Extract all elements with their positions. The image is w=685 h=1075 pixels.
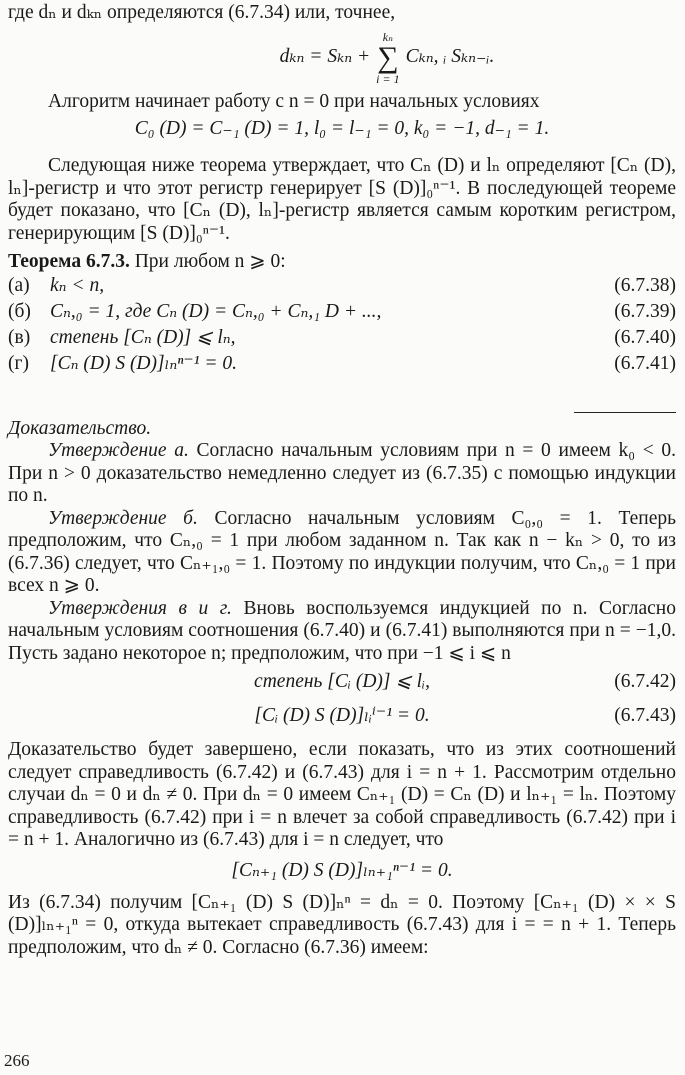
claim-b-text: Согласно начальным условиям C₀,₀ = 1. Теперь предположим, что Cₙ,₀ = 1 при любом заданном n. Так как n − kₙ > 0, то из (6.7.36) следует, что Cₙ₊₁,₀ = 1. Поэтому по индукции получим, что Cₙ,₀ = 1 при всех n ⩾ 0. [8,507,677,596]
equation-number: (6.7.42) [614,670,676,692]
equation-number: (6.7.39) [614,301,676,323]
claim-a [8,440,676,508]
init-conditions [8,113,676,145]
init-conditions-text: C₀ (D) = C₋₁ (D) = 1, l₀ = l₋₁ = 0, k₀ = −1, d₋₁ = 1. [134,117,550,139]
equation-number: (6.7.38) [614,275,676,297]
theorem-item-b [8,300,676,326]
page-number: 266 [4,1051,30,1070]
para-proof-complete: Доказательство будет завершено, если показать, что из этих соотношений следует справедливость (6.7.42) и (6.7.43) для i = n + 1. Рассмотрим отдельно случаи dₙ = 0 и dₙ ≠ 0. При dₙ = 0 имеем Cₙ₊₁ (D) = Cₙ (D) и lₙ₊₁ = lₙ. Поэтому справедливость (6.7.42) при i = n влечет за собой справедливость (6.7.42) при i = n + 1. Аналогично из (6.7.43) для i = n следует, что [8,739,676,850]
theorem-item-label: (а) [8,275,30,297]
theorem-item-text: kₙ < n, [50,275,105,297]
theorem-item-text: [Cₙ (D) S (D)]ₗₙⁿ⁻¹ = 0. [50,353,238,375]
claim-a-label: Утверждение а. [48,440,189,461]
claim-b [8,508,676,598]
theorem-item-label: (в) [8,327,31,349]
summation-symbol: kₙ ∑ i = 1 [376,29,400,86]
claim-vg-label: Утверждения в и г. [48,597,232,619]
theorem-heading [8,251,676,274]
equation-number: (6.7.41) [614,353,676,375]
equation-number: (6.7.40) [614,327,676,349]
claim-b-label: Утверждение б. [48,507,198,529]
theorem-item-label: (б) [8,301,31,323]
theorem-item-text: степень [Cₙ (D)] ⩽ lₙ, [50,327,236,349]
sum-lower-limit: i = 1 [376,71,400,86]
header-line: где dₙ и dₖₙ определяются (6.7.34) или, точнее, [8,2,396,23]
claim-a-text: Согласно начальным условиям при n = 0 имеем k₀ < 0. При n > 0 доказательство немедленно следует из (6.7.35) с помощью индукции по n. [8,440,676,506]
theorem-item-g [8,352,676,378]
claim-vg-text: Вновь воспользуемся индукцией по n. Согласно начальным условиям соотношения (6.7.40) и (6.7.41) выполняются при n = −1,0. Пусть задано некоторое n; предположим, что при −1 ⩽ i ⩽ n [8,597,676,664]
para-last: Из (6.7.34) получим [Cₙ₊₁ (D) S (D)]ₙⁿ = dₙ = 0. Поэтому [Cₙ₊₁ (D) × × S (D)]ₗₙ₊₁ⁿ = 0, откуда вытекает справедливость (6.7.43) для i = = n + 1. Теперь предположим, что dₙ ≠ 0. Согласно (6.7.36) имеем: [8,891,676,958]
formula-dkn-rhs: Cₖₙ, ᵢ Sₖₙ₋ᵢ. [405,46,495,68]
equation-cn1 [8,852,676,892]
theorem-items [8,274,676,378]
formula-dkn-lhs: dₖₙ = Sₖₙ + [279,46,371,68]
sum-upper-limit: kₙ [382,29,393,44]
proof-title: Доказательство. [8,417,152,439]
equation-text: [Cₙ₊₁ (D) S (D)]ₗₙ₊₁ⁿ⁻¹ = 0. [231,860,453,882]
para-algorithm: Алгоритм начинает работу с n = 0 при начальных условиях [48,90,540,112]
equation-6-7-43 [8,699,676,733]
equation-number: (6.7.43) [614,704,676,726]
theorem-item-label: (г) [8,353,29,375]
section-divider [574,412,676,413]
claim-vg [8,598,676,666]
theorem-condition: При любом n ⩾ 0: [134,251,286,272]
page-body [8,0,676,959]
equation-text: [Cᵢ (D) S (D)]ₗᵢⁱ⁻¹ = 0. [254,704,430,726]
equation-text: степень [Cᵢ (D)] ⩽ lᵢ, [254,670,430,692]
equation-6-7-42 [8,665,676,699]
theorem-item-text: Cₙ,₀ = 1, где Cₙ (D) = Cₙ,₀ + Cₙ,₁ D + ..., [50,301,382,323]
para-theorem-intro: Следующая ниже теорема утверждает, что Cₙ (D) и lₙ определяют [Cₙ (D), lₙ]-регистр и что этот регистр генерирует [S (D)]₀ⁿ⁻¹. В последующей теореме будет показано, что [Cₙ (D), lₙ]-регистр является самым коротким регистром, генерирующим [S (D)]₀ⁿ⁻¹. [8,155,676,244]
theorem-title: Теорема 6.7.3. [8,251,130,272]
theorem-item-a [8,274,676,300]
formula-dkn [53,25,685,91]
theorem-item-v [8,326,676,352]
